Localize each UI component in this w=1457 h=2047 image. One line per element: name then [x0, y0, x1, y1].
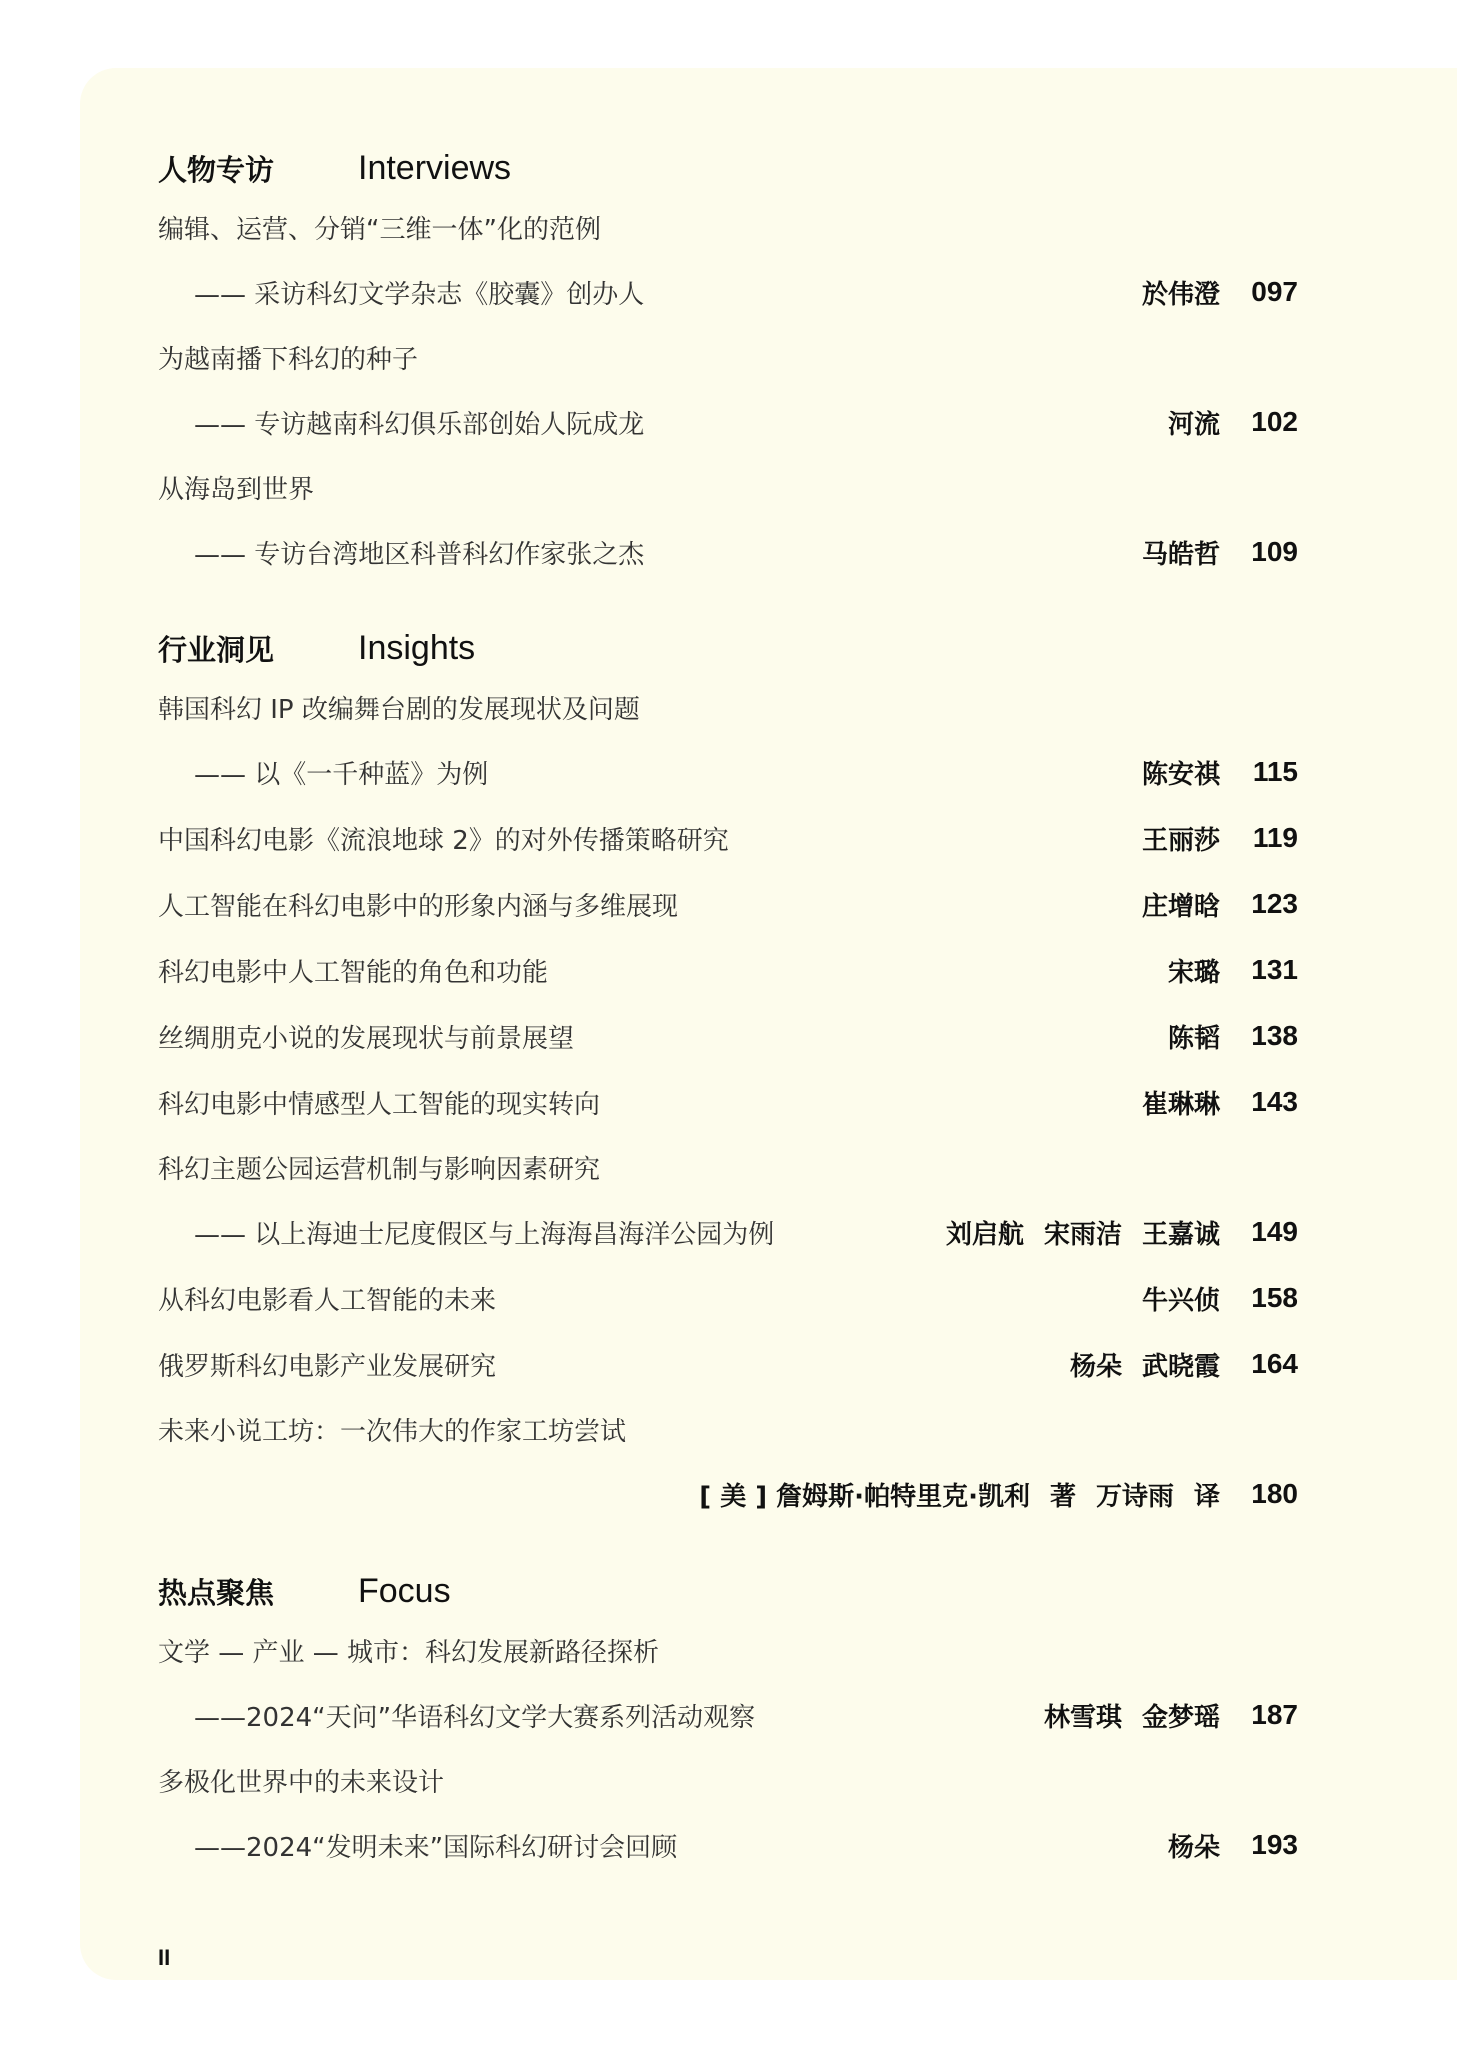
page-number: 158 — [1251, 1282, 1298, 1313]
toc-entry[interactable] — [158, 937, 1298, 1003]
entry-meta — [926, 1199, 1298, 1265]
page-number: 115 — [1252, 756, 1298, 787]
toc-entry[interactable] — [158, 455, 1298, 585]
entry-title: 编辑、运营、分销“三维一体”化的范例 — [158, 214, 601, 245]
section-title-cn: 人物专访 — [158, 152, 275, 187]
entry-title: 多极化世界中的未来设计 — [158, 1767, 445, 1798]
page-number: 164 — [1251, 1348, 1298, 1379]
entry-authors — [1122, 274, 1220, 311]
author-name: 河流 — [1167, 409, 1220, 440]
entry-authors — [1148, 1827, 1220, 1864]
toc-entry[interactable] — [158, 871, 1298, 937]
entry-meta — [1122, 259, 1298, 325]
entry-meta — [1148, 389, 1298, 455]
toc-entry[interactable] — [158, 195, 1298, 325]
author-name: 宋雨洁 — [1043, 1219, 1122, 1250]
entry-subtitle: ——2024“发明未来”国际科幻研讨会回顾 — [194, 1832, 678, 1863]
entry-title-line — [158, 455, 1298, 519]
toc-entry[interactable] — [158, 1265, 1298, 1331]
entry-title-line — [158, 937, 1298, 1003]
entry-meta — [1122, 519, 1298, 585]
entry-title: 文学 — 产业 — 城市：科幻发展新路径探析 — [158, 1637, 660, 1668]
entry-title: 未来小说工坊：一次伟大的作家工坊尝试 — [158, 1416, 627, 1447]
entry-authors — [679, 1476, 1220, 1513]
author-name: 陈安祺 — [1141, 759, 1220, 790]
entry-subtitle-line — [158, 1461, 1298, 1527]
entry-meta — [1148, 1003, 1298, 1069]
entry-meta — [1122, 871, 1298, 937]
author-name: 陈韬 — [1167, 1023, 1220, 1054]
entry-meta — [1148, 1812, 1298, 1878]
author-name: 武晓霞 — [1141, 1351, 1220, 1382]
entry-authors — [1122, 886, 1220, 923]
toc-entry[interactable] — [158, 805, 1298, 871]
toc-entry[interactable] — [158, 1135, 1298, 1265]
page-number: 187 — [1251, 1699, 1298, 1730]
author-name: 牛兴侦 — [1141, 1285, 1220, 1316]
entry-title-line — [158, 1397, 1298, 1461]
entry-title: 中国科幻电影《流浪地球 2》的对外传播策略研究 — [158, 825, 729, 856]
entry-title-line — [158, 1265, 1298, 1331]
entry-meta — [1122, 1265, 1298, 1331]
page-number: 102 — [1251, 406, 1298, 437]
toc-entry[interactable] — [158, 1397, 1298, 1527]
section-title-cn: 热点聚焦 — [158, 1575, 275, 1610]
entry-title-line — [158, 675, 1298, 739]
section-title-en: Focus — [358, 1571, 451, 1610]
entry-title: 丝绸朋克小说的发展现状与前景展望 — [158, 1023, 575, 1054]
page-number: 193 — [1251, 1829, 1298, 1860]
entry-meta — [1122, 1069, 1298, 1135]
entry-title-line — [158, 325, 1298, 389]
page-number: 109 — [1251, 536, 1298, 567]
page-number: 131 — [1251, 954, 1298, 985]
entry-title: 从海岛到世界 — [158, 474, 315, 505]
entry-title: 科幻电影中情感型人工智能的现实转向 — [158, 1089, 601, 1120]
entry-authors — [1122, 1084, 1220, 1121]
author-name: 译 — [1193, 1481, 1220, 1512]
toc-entry[interactable] — [158, 325, 1298, 455]
page-number: 123 — [1251, 888, 1298, 919]
toc-entry[interactable] — [158, 1069, 1298, 1135]
entry-title-line — [158, 1003, 1298, 1069]
author-name: 崔琳琳 — [1141, 1089, 1220, 1120]
page-number: 143 — [1251, 1086, 1298, 1117]
entry-authors — [1148, 1018, 1220, 1055]
toc-section — [158, 141, 1298, 585]
author-name: 刘启航 — [945, 1219, 1024, 1250]
entry-meta — [679, 1461, 1298, 1527]
entry-title-line — [158, 1069, 1298, 1135]
entry-title-line — [158, 1618, 1298, 1682]
entry-subtitle: —— 采访科幻文学杂志《胶囊》创办人 — [194, 279, 645, 310]
author-name: 杨朵 — [1167, 1832, 1220, 1863]
entry-subtitle-line — [158, 389, 1298, 455]
entry-title: 俄罗斯科幻电影产业发展研究 — [158, 1351, 497, 1382]
section-heading — [158, 621, 1298, 675]
entry-title: 韩国科幻 IP 改编舞台剧的发展现状及问题 — [158, 694, 640, 725]
entry-authors — [1148, 404, 1220, 441]
entry-subtitle: —— 专访越南科幻俱乐部创始人阮成龙 — [194, 409, 645, 440]
entry-subtitle: ——2024“天问”华语科幻文学大赛系列活动观察 — [194, 1702, 756, 1733]
toc-entry[interactable] — [158, 675, 1298, 805]
author-name: 万诗雨 — [1095, 1481, 1174, 1512]
author-name: [ 美 ] 詹姆斯·帕特里克·凯利 — [699, 1481, 1030, 1512]
entry-subtitle-line — [158, 1682, 1298, 1748]
entry-authors — [1122, 754, 1220, 791]
section-heading — [158, 1564, 1298, 1618]
page-number: 138 — [1251, 1020, 1298, 1051]
entry-title-line — [158, 1331, 1298, 1397]
entry-title: 从科幻电影看人工智能的未来 — [158, 1285, 497, 1316]
entry-authors — [1050, 1346, 1220, 1383]
author-name: 王丽莎 — [1141, 825, 1220, 856]
entry-meta — [1148, 937, 1298, 1003]
page-folio: II — [158, 1945, 171, 1970]
entry-meta — [1050, 1331, 1298, 1397]
author-name: 宋璐 — [1167, 957, 1220, 988]
entry-authors — [1024, 1697, 1220, 1734]
entry-title-line — [158, 805, 1298, 871]
author-name: 林雪琪 — [1043, 1702, 1122, 1733]
author-name: 王嘉诚 — [1141, 1219, 1220, 1250]
entry-subtitle-line — [158, 519, 1298, 585]
page-number: 180 — [1251, 1478, 1298, 1509]
entry-title: 人工智能在科幻电影中的形象内涵与多维展现 — [158, 891, 679, 922]
entry-meta — [1122, 805, 1298, 871]
toc-section — [158, 1564, 1298, 1878]
entry-authors — [1148, 952, 1220, 989]
author-name: 於伟澄 — [1141, 279, 1220, 310]
entry-title-line — [158, 195, 1298, 259]
entry-subtitle: —— 专访台湾地区科普科幻作家张之杰 — [194, 539, 645, 570]
entry-title: 科幻电影中人工智能的角色和功能 — [158, 957, 549, 988]
entry-meta — [1024, 1682, 1298, 1748]
entry-title-line — [158, 1135, 1298, 1199]
section-title-en: Insights — [358, 628, 476, 667]
entry-authors — [1122, 820, 1220, 857]
toc-entry[interactable] — [158, 1748, 1298, 1878]
entry-title: 科幻主题公园运营机制与影响因素研究 — [158, 1154, 601, 1185]
toc-entry[interactable] — [158, 1618, 1298, 1748]
entry-authors — [926, 1214, 1220, 1251]
toc-section — [158, 621, 1298, 1527]
section-title-cn: 行业洞见 — [158, 632, 275, 667]
entry-subtitle-line — [158, 259, 1298, 325]
entry-subtitle: —— 以《一千种蓝》为例 — [194, 759, 489, 790]
entry-authors — [1122, 1280, 1220, 1317]
section-title-en: Interviews — [358, 148, 512, 187]
entry-subtitle-line — [158, 739, 1298, 805]
entry-subtitle: —— 以上海迪士尼度假区与上海海昌海洋公园为例 — [194, 1219, 775, 1250]
page-number: 149 — [1251, 1216, 1298, 1247]
author-name: 著 — [1049, 1481, 1076, 1512]
toc-entry[interactable] — [158, 1003, 1298, 1069]
entry-meta — [1122, 739, 1298, 805]
toc-entry[interactable] — [158, 1331, 1298, 1397]
entry-title-line — [158, 871, 1298, 937]
entry-subtitle-line — [158, 1199, 1298, 1265]
entry-authors — [1122, 534, 1220, 571]
author-name: 庄增晗 — [1141, 891, 1220, 922]
entry-title-line — [158, 1748, 1298, 1812]
page-number: 119 — [1252, 822, 1298, 853]
entry-title: 为越南播下科幻的种子 — [158, 344, 419, 375]
page-number: 097 — [1251, 276, 1298, 307]
author-name: 杨朵 — [1069, 1351, 1122, 1382]
entry-subtitle-line — [158, 1812, 1298, 1878]
section-heading — [158, 141, 1298, 195]
author-name: 金梦瑶 — [1141, 1702, 1220, 1733]
author-name: 马皓哲 — [1141, 539, 1220, 570]
